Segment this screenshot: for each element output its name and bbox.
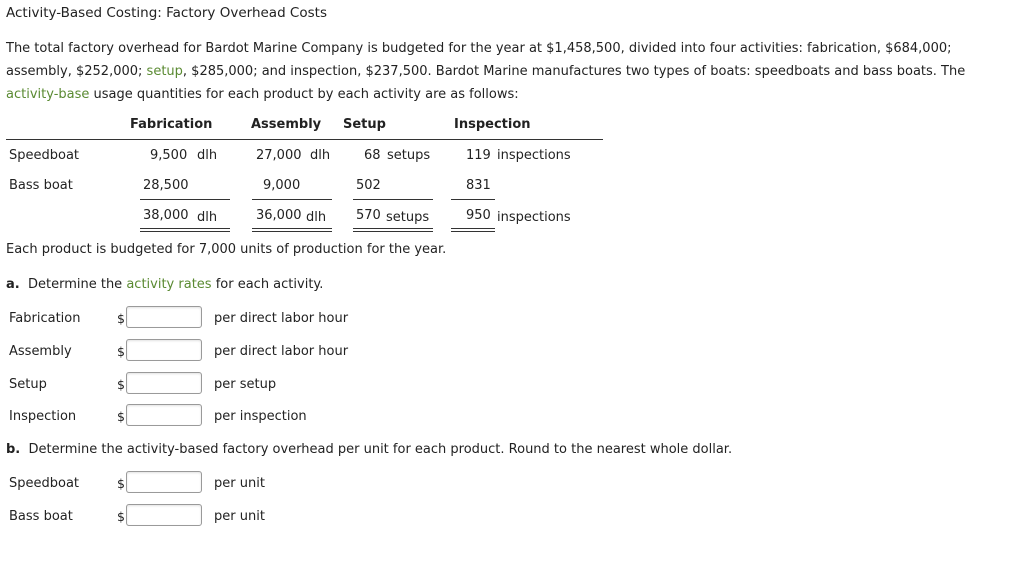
- assembly-rate-label: Assembly: [9, 344, 72, 359]
- part-b-text: Determine the activity-based factory overhead per unit for each product. Round to the nearest whole dollar.: [28, 442, 733, 457]
- setup-rate-input[interactable]: [126, 372, 202, 394]
- speedboat-assembly: 27,000: [256, 148, 302, 163]
- inspection-rate-input[interactable]: [126, 404, 202, 426]
- setup-double-rule: [353, 228, 433, 232]
- intro-text-1: The total factory overhead for Bardot Marine Company is budgeted for the year at $1,458,500, divided into four activities: fabrication, $684,000; assembly, $252,000;: [6, 41, 952, 79]
- part-a-text-2: for each activity.: [211, 277, 324, 292]
- asm-total-rule: [252, 199, 332, 200]
- bass-inspection: 831: [466, 178, 491, 193]
- setup-currency: $: [117, 377, 125, 392]
- inspection-rate-label: Inspection: [9, 409, 77, 424]
- fab-total-rule: [140, 199, 230, 200]
- total-assembly: 36,000: [256, 208, 302, 223]
- setup-total-rule: [353, 199, 433, 200]
- inspection-rate-suffix: per inspection: [214, 409, 307, 424]
- setup-glossary-link[interactable]: setup: [146, 64, 183, 79]
- bass-assembly: 9,000: [263, 178, 301, 193]
- header-assembly: Assembly: [251, 117, 322, 132]
- bass-fabrication: 28,500: [143, 178, 189, 193]
- fabrication-rate-label: Fabrication: [9, 311, 81, 326]
- bass-boat-unit-label: Bass boat: [9, 509, 73, 524]
- total-fab-unit: dlh: [197, 210, 218, 225]
- assembly-rate-input[interactable]: [126, 339, 202, 361]
- speedboat-unit-suffix: per unit: [214, 476, 265, 491]
- insp-double-rule: [451, 228, 495, 232]
- total-setup-unit: setups: [386, 210, 430, 225]
- activity-rates-glossary-link[interactable]: activity rates: [126, 277, 212, 292]
- speedboat-unit-input[interactable]: [126, 471, 202, 493]
- asm-double-rule: [252, 228, 332, 232]
- speedboat-asm-unit: dlh: [310, 148, 331, 163]
- setup-rate-suffix: per setup: [214, 377, 277, 392]
- total-asm-unit: dlh: [306, 210, 327, 225]
- total-setup: 570: [356, 208, 381, 223]
- header-inspection: Inspection: [454, 117, 531, 132]
- speedboat-currency: $: [117, 476, 125, 491]
- total-fabrication: 38,000: [143, 208, 189, 223]
- fabrication-rate-suffix: per direct labor hour: [214, 311, 349, 326]
- row-label-bass-boat: Bass boat: [9, 178, 73, 193]
- speedboat-inspection: 119: [466, 148, 491, 163]
- bass-setup: 502: [356, 178, 381, 193]
- speedboat-fab-unit: dlh: [197, 148, 218, 163]
- assembly-rate-suffix: per direct labor hour: [214, 344, 349, 359]
- bass-boat-unit-suffix: per unit: [214, 509, 265, 524]
- inspection-currency: $: [117, 409, 125, 424]
- part-a-letter: a.: [6, 277, 20, 292]
- fabrication-rate-input[interactable]: [126, 306, 202, 328]
- speedboat-setup-unit: setups: [387, 148, 431, 163]
- speedboat-insp-unit: inspections: [497, 148, 571, 163]
- setup-rate-label: Setup: [9, 377, 47, 392]
- intro-text-3: usage quantities for each product by each activity are as follows:: [89, 87, 519, 102]
- speedboat-unit-label: Speedboat: [9, 476, 80, 491]
- header-setup: Setup: [343, 117, 386, 132]
- speedboat-fabrication: 9,500: [150, 148, 188, 163]
- speedboat-setup: 68: [364, 148, 381, 163]
- part-b-prompt: [6, 442, 732, 457]
- insp-total-rule: [451, 199, 495, 200]
- row-label-speedboat: Speedboat: [9, 148, 80, 163]
- bass-boat-unit-input[interactable]: [126, 504, 202, 526]
- total-inspection: 950: [466, 208, 491, 223]
- budget-note: Each product is budgeted for 7,000 units of production for the year.: [6, 242, 447, 257]
- assembly-currency: $: [117, 344, 125, 359]
- header-rule: [6, 139, 603, 140]
- part-a-text-1: Determine the: [27, 277, 127, 292]
- fab-double-rule: [140, 228, 230, 232]
- problem-intro: [6, 37, 1006, 106]
- part-b-letter: b.: [6, 442, 21, 457]
- fabrication-currency: $: [117, 311, 125, 326]
- header-fabrication: Fabrication: [130, 117, 213, 132]
- part-a-prompt: [6, 277, 323, 292]
- bass-boat-currency: $: [117, 509, 125, 524]
- intro-text-2: , $285,000; and inspection, $237,500. Bardot Marine manufactures two types of boats: speedboats and bass boats. The: [182, 64, 966, 79]
- page-title: Activity-Based Costing: Factory Overhead Costs: [6, 5, 327, 21]
- activity-base-glossary-link[interactable]: activity-base: [6, 87, 90, 102]
- total-insp-unit: inspections: [497, 210, 571, 225]
